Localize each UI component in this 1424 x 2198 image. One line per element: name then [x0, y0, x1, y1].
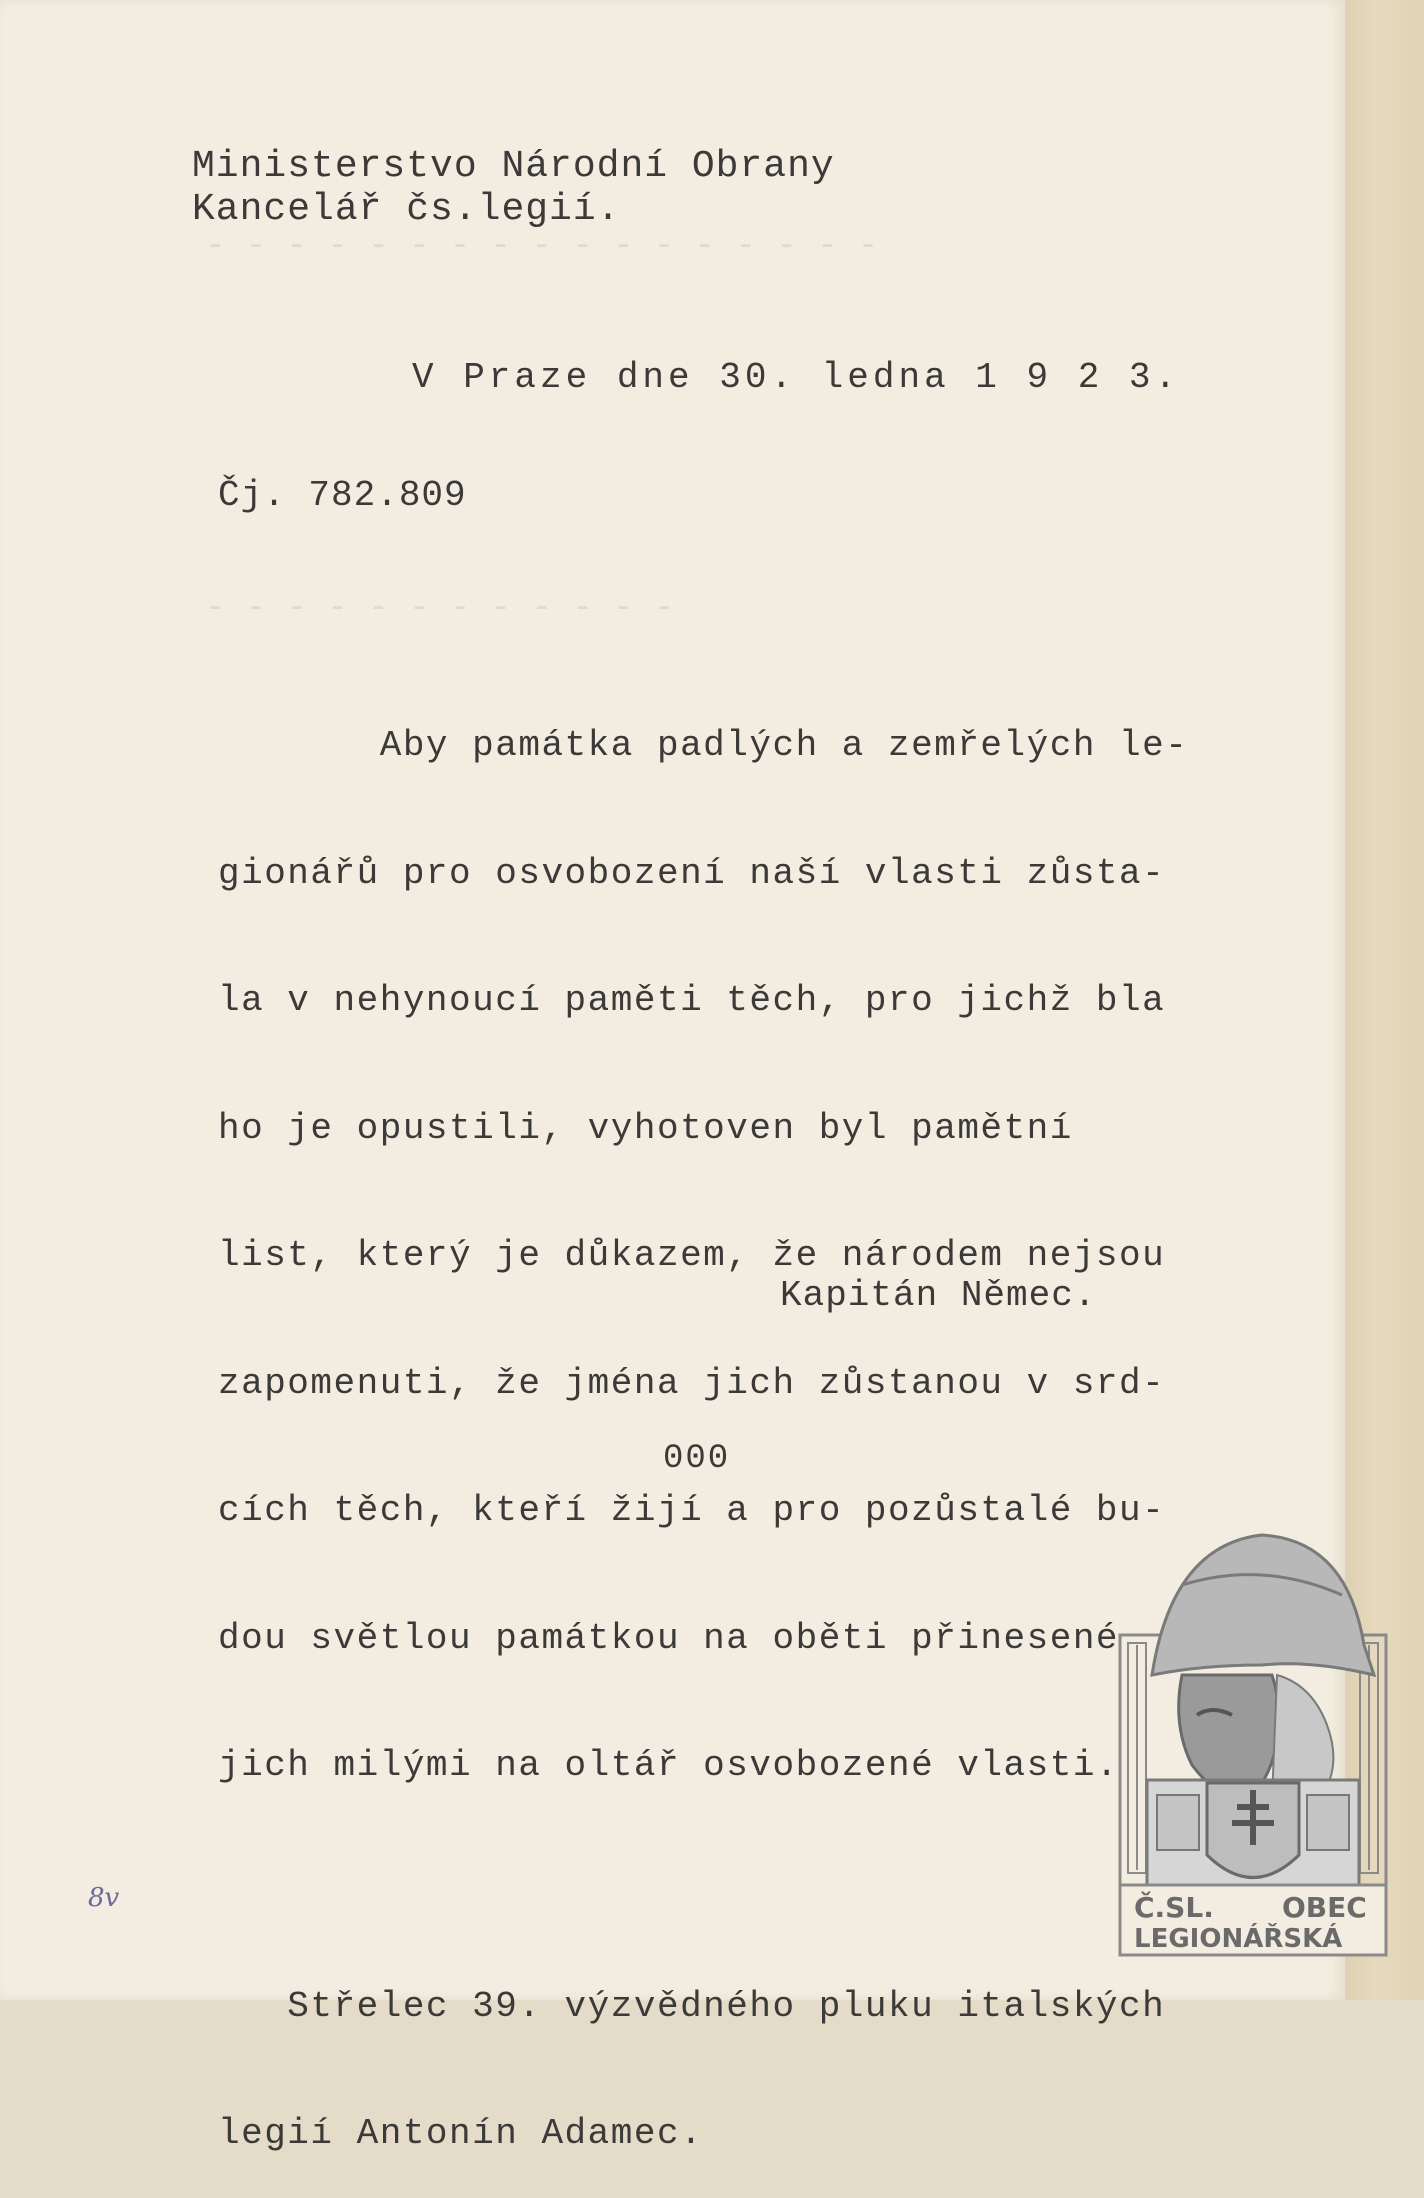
body-line: la v nehynoucí paměti těch, pro jichž bla: [218, 980, 1166, 1021]
stamp-line-1: Č.SL.: [1134, 1891, 1214, 1924]
show-through-2: - - - - - - - - - - - -: [205, 590, 675, 628]
ministry-name: Ministerstvo Národní Obrany: [192, 145, 835, 188]
body-line: dou světlou památkou na oběti přinesené: [218, 1617, 1120, 1659]
end-mark: 000: [663, 1440, 731, 1478]
legion-stamp-logo: [1112, 1525, 1394, 1965]
body-line: ho je opustili, vyhotoven byl pamětní: [218, 1107, 1073, 1149]
stamp-line-2: OBEC: [1282, 1891, 1367, 1924]
body-line: Aby památka padlých a zemřelých le-: [218, 725, 1189, 766]
body-line: jich milými na oltář osvobozené vlasti.: [218, 1745, 1120, 1786]
body-paragraph: [218, 640, 1188, 2198]
reference-number: Čj. 782.809: [218, 475, 467, 516]
subject-line: legií Antonín Adamec.: [218, 2113, 704, 2154]
body-line: cích těch, kteří žijí a pro pozůstalé bu-: [218, 1490, 1166, 1531]
show-through: - - - - - - - - - - - - - - - - -: [205, 228, 879, 266]
body-line: list, který je důkazem, že národem nejsou: [218, 1235, 1166, 1276]
margin-note: 8v: [88, 1883, 120, 1913]
office-name: Kancelář čs.legií.: [192, 188, 621, 231]
stamp-line-3: LEGIONÁŘSKÁ: [1134, 1924, 1343, 1954]
body-line: gionářů pro osvobození naší vlasti zůsta-: [218, 852, 1166, 894]
body-line: zapomenuti, že jména jich zůstanou v srd-: [218, 1362, 1166, 1404]
subject-line: Střelec 39. výzvědného pluku italských: [218, 1985, 1166, 2027]
date-line: V Praze dne 30. ledna 1 9 2 3.: [412, 357, 1181, 398]
signature: Kapitán Němec.: [780, 1275, 1097, 1316]
